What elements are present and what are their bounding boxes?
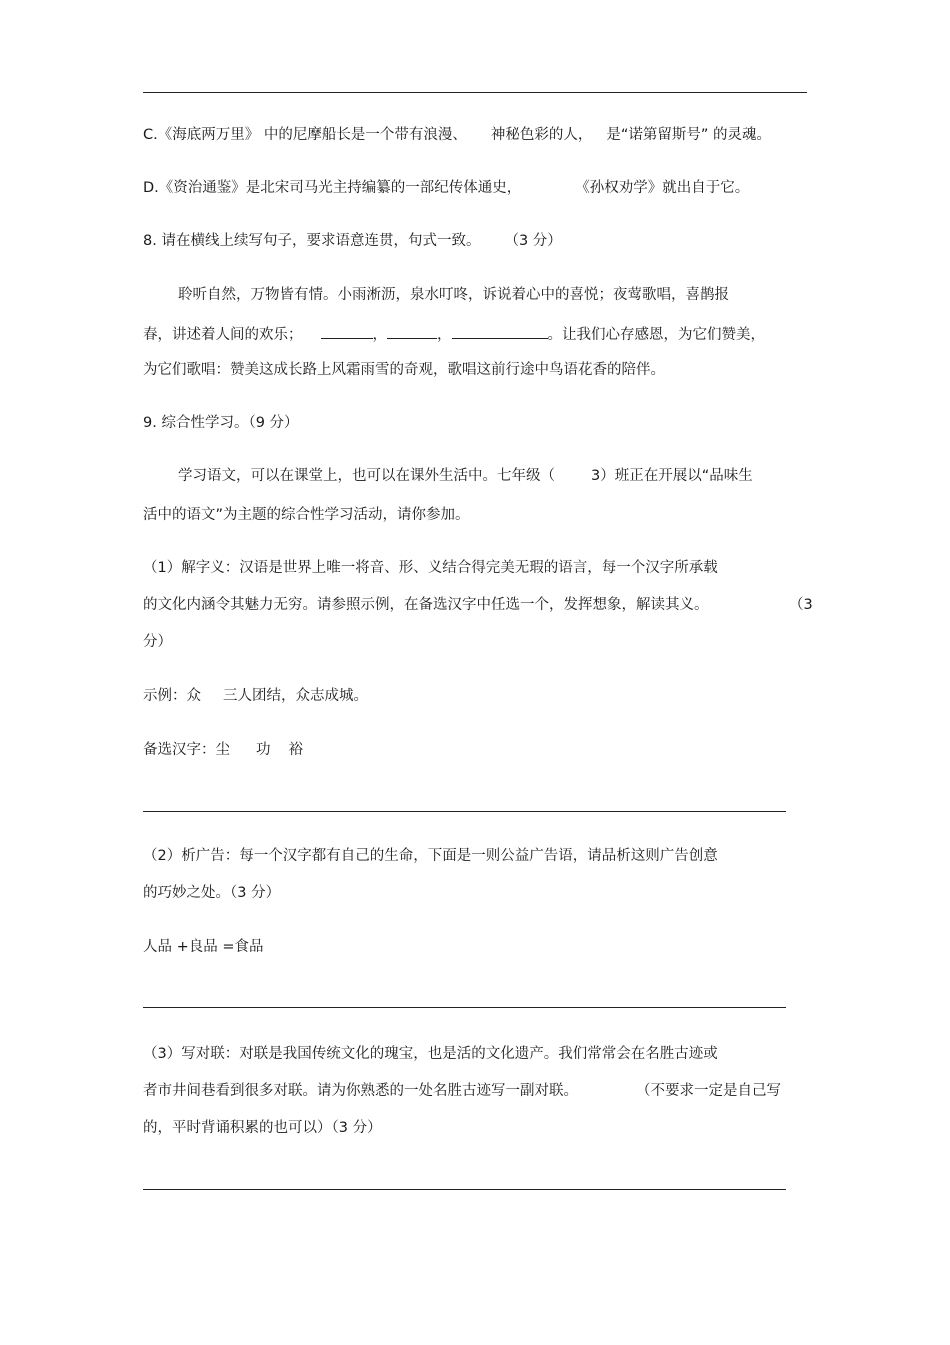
question-9-intro-line-2: 活中的语文”为主题的综合性学习活动，请你参加。 xyxy=(143,507,470,523)
question-8-line-2-start: 春，讲述着人间的欢乐； xyxy=(143,327,303,343)
answer-blank-2[interactable] xyxy=(387,324,437,339)
question-8-score: （3 分） xyxy=(504,233,562,249)
question-9-intro-end: 3）班正在开展以“品味生 xyxy=(591,468,753,484)
question-8-stem xyxy=(143,231,562,251)
sub-question-3-line-2 xyxy=(143,1081,781,1101)
sub-question-1-line-1: （1）解字义：汉语是世界上唯一将音、形、义结合得完美无瑕的语言，每一个汉字所承载 xyxy=(143,560,718,576)
answer-line-1[interactable] xyxy=(143,811,786,812)
candidate-label: 备选汉字：尘 xyxy=(143,742,230,758)
sub-question-1-line-2: 的文化内涵令其魅力无穷。请参照示例，在备选汉字中任选一个，发挥想象，解读其义。 xyxy=(143,597,709,613)
option-d-part-a: D.《资治通鉴》是北宋司马光主持编纂的一部纪传体通史， xyxy=(143,180,522,196)
candidate-characters xyxy=(143,740,303,760)
candidate-char-2: 功 xyxy=(256,742,271,758)
answer-line-2[interactable] xyxy=(143,1007,786,1008)
question-9-intro-start: 学习语文，可以在课堂上，也可以在课外生活中。七年级（ xyxy=(178,468,555,484)
answer-blank-1[interactable] xyxy=(321,324,373,339)
option-c-part-a: C.《海底两万里》 中的尼摩船长是一个带有浪漫、 xyxy=(143,127,467,143)
sub-question-1-score-a: （3 xyxy=(789,597,813,613)
blank-separator-1: ， xyxy=(372,327,387,343)
sub-question-3-line-1: （3）写对联：对联是我国传统文化的瑰宝，也是活的文化遗产。我们常常会在名胜古迹或 xyxy=(143,1046,718,1062)
answer-line-3[interactable] xyxy=(143,1189,786,1190)
blank-separator-2: ， xyxy=(437,327,452,343)
sub-question-1-score-b: 分） xyxy=(143,634,172,650)
question-9-intro-line-1 xyxy=(178,466,753,486)
question-8-line-2-end: 。让我们心存感恩，为它们赞美， xyxy=(547,327,765,343)
option-c-part-c: 是“诺第留斯号” 的灵魂。 xyxy=(606,127,771,143)
answer-blank-3[interactable] xyxy=(452,324,548,339)
sub-question-2-line-1: （2）析广告：每一个汉字都有自己的生命，下面是一则公益广告语，请品析这则广告创意 xyxy=(143,848,718,864)
header-rule xyxy=(143,92,807,93)
option-d-part-b: 《孙权劝学》就出自于它。 xyxy=(575,180,750,196)
example-line xyxy=(143,686,368,706)
option-c-part-b: 神秘色彩的人， xyxy=(490,127,593,143)
ad-slogan: 人品 +良品 =食品 xyxy=(143,939,264,955)
example-text: 三人团结，众志成城。 xyxy=(223,688,368,704)
option-d xyxy=(143,178,749,198)
candidate-char-3: 裕 xyxy=(288,742,303,758)
option-c xyxy=(143,125,771,145)
question-8-passage-line-3: 为它们歌唱：赞美这成长路上风霜雨雪的奇观，歌唱这前行途中鸟语花香的陪伴。 xyxy=(143,362,665,378)
sub-question-2-line-2: 的巧妙之处。（3 分） xyxy=(143,885,281,901)
sub-question-3-line-2-main: 者市井间巷看到很多对联。请为你熟悉的一处名胜古迹写一副对联。 xyxy=(143,1083,578,1099)
sub-question-3-line-2-note: （不要求一定是自己写 xyxy=(636,1083,781,1099)
question-8-passage-line-2 xyxy=(143,324,765,345)
question-8-passage-line-1: 聆听自然，万物皆有情。小雨淅沥，泉水叮咚，诉说着心中的喜悦；夜莺歌唱，喜鹊报 xyxy=(178,287,729,303)
question-8-text: 8. 请在横线上续写句子，要求语意连贯，句式一致。 xyxy=(143,233,481,249)
example-label: 示例：众 xyxy=(143,688,201,704)
sub-question-3-line-3: 的，平时背诵积累的也可以）（3 分） xyxy=(143,1120,382,1136)
question-9-stem: 9. 综合性学习。（9 分） xyxy=(143,415,299,431)
